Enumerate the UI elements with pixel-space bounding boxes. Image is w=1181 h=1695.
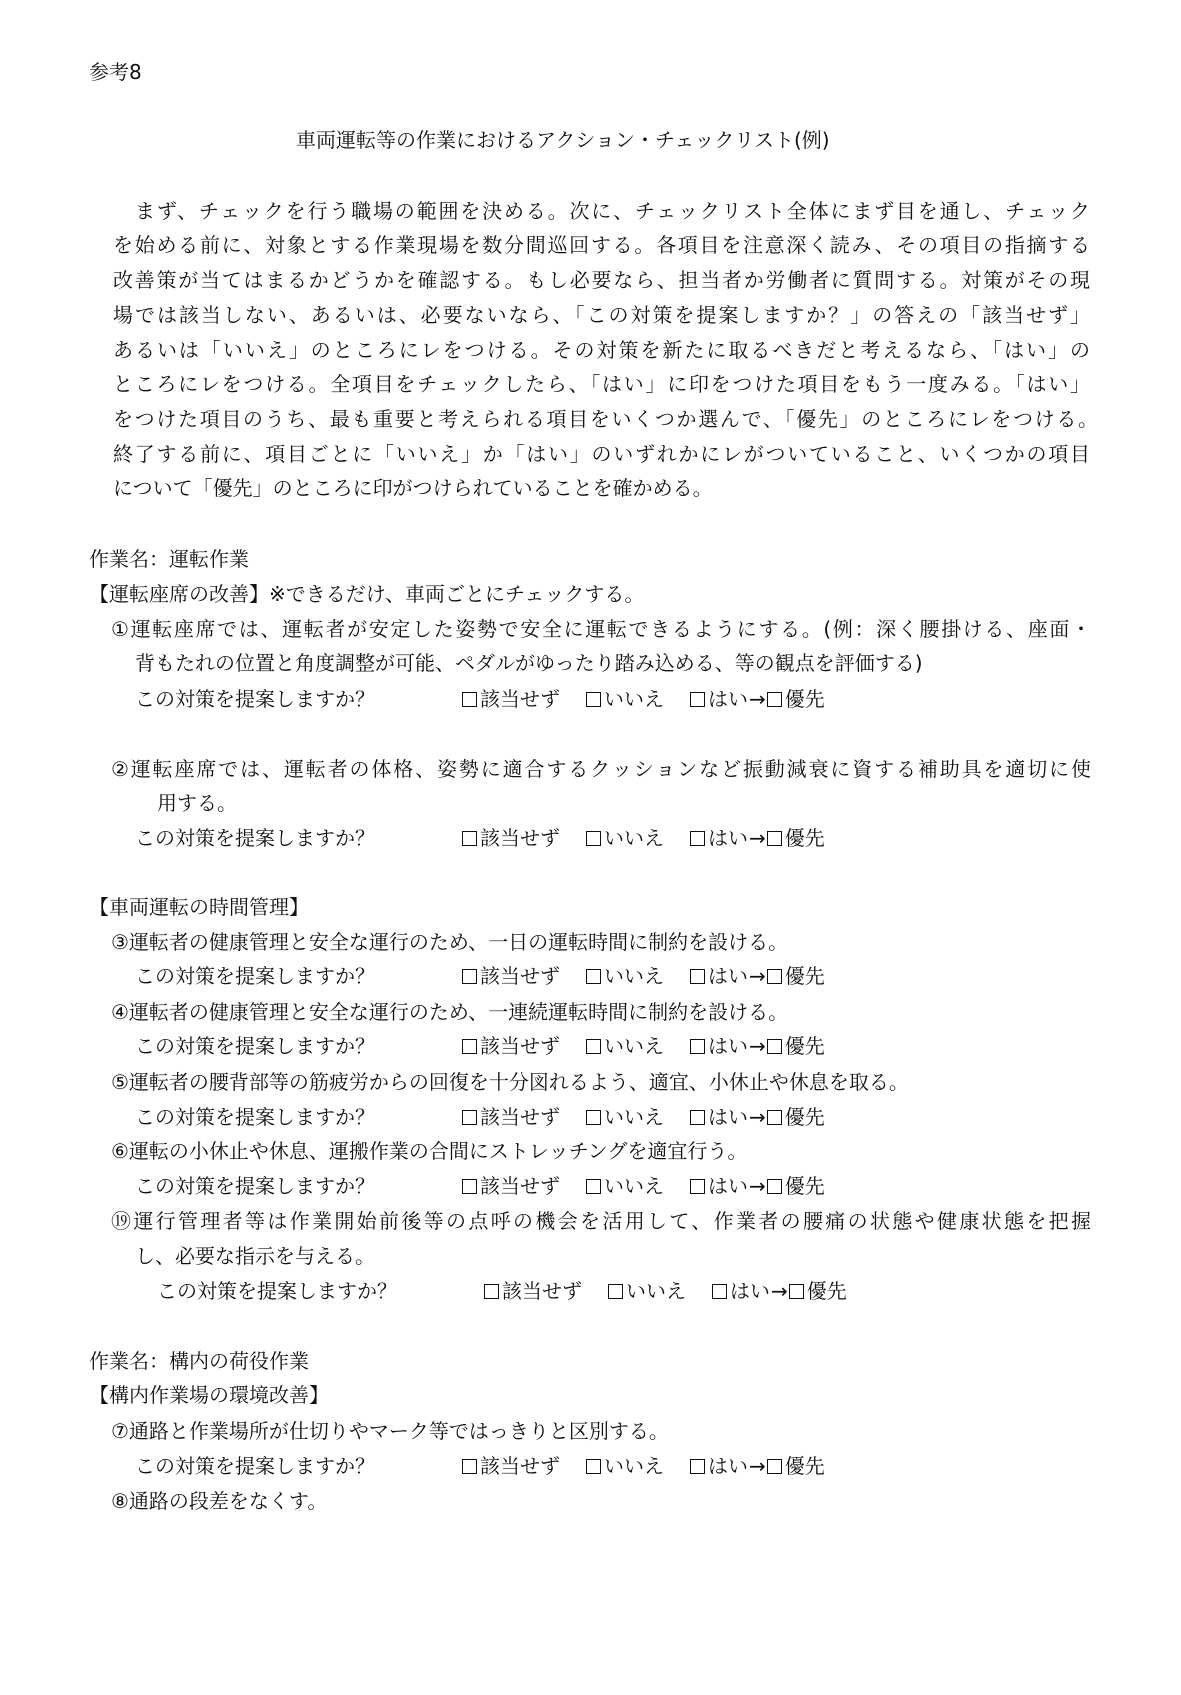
option-not-applicable[interactable] [484,1278,582,1304]
option-label: はい [708,1105,748,1129]
checkbox-priority[interactable] [767,1039,782,1054]
option-label: 該当せず [480,687,560,711]
item-2-cont: 用する。 [157,791,237,815]
item-6: ⑥運転の小休止や休息、運搬作業の合間にストレッチングを適宜行う。 [111,1139,748,1163]
option-not-applicable[interactable] [462,686,560,712]
option-label: 該当せず [480,1105,560,1129]
arrow-icon: → [749,964,766,988]
option-label: 優先 [784,964,825,988]
work-name-driving: 作業名：運転作業 [89,547,249,571]
section-heading-seat: 【運転座席の改善】※できるだけ、車両ごとにチェックする。 [89,582,645,606]
intro-line: について「優先」のところに印がつけられていることを確かめる。 [113,476,713,500]
option-label: いいえ [604,1174,664,1198]
proposal-question: この対策を提案しますか？ [135,1034,375,1058]
arrow-icon: → [771,1279,788,1303]
option-label: はい [708,1034,748,1058]
option-not-applicable[interactable] [462,1173,560,1199]
option-yes[interactable] [690,686,825,712]
answer-options [462,1453,825,1479]
option-label: 優先 [784,1034,825,1058]
item-5: ⑤運転者の腰背部等の筋疲労からの回復を十分図れるよう、適宜、小休止や休息を取る。 [111,1070,909,1094]
checkbox-not-applicable[interactable] [462,1039,477,1054]
item-1-cont: 背もたれの位置と角度調整が可能、ペダルがゆったり踏み込める、等の観点を評価する) [135,651,923,675]
arrow-icon: → [749,826,766,850]
checkbox-yes[interactable] [690,1459,705,1474]
intro-line: 場では該当しない、あるいは、必要ないなら、「この対策を提案しますか？」の答えの「該当せず」 [113,303,1090,327]
arrow-icon: → [749,1034,766,1058]
answer-options [462,1173,825,1199]
option-no[interactable] [586,963,664,989]
option-label: はい [730,1279,770,1303]
option-label: 該当せず [480,964,560,988]
option-no[interactable] [586,1104,664,1130]
answer-options [484,1278,847,1304]
answer-options [462,963,825,989]
answer-options [462,686,825,712]
checkbox-no[interactable] [586,1039,601,1054]
checkbox-yes[interactable] [690,831,705,846]
item-1: ①運転座席では、運転者が安定した姿勢で安全に運転できるようにする。(例：深く腰掛ける、座面・ [111,617,1091,641]
option-label: はい [708,687,748,711]
checkbox-priority[interactable] [767,831,782,846]
option-yes[interactable] [690,963,825,989]
proposal-question: この対策を提案しますか？ [135,1174,375,1198]
item-3: ③運転者の健康管理と安全な運行のため、一日の運転時間に制約を設ける。 [111,930,789,954]
checkbox-no[interactable] [586,969,601,984]
option-label: いいえ [604,826,664,850]
arrow-icon: → [749,1174,766,1198]
checkbox-yes[interactable] [690,1110,705,1125]
arrow-icon: → [749,687,766,711]
intro-line: を始める前に、対象とする作業現場を数分間巡回する。各項目を注意深く読み、その項目の指摘する [113,233,1090,257]
option-label: 優先 [806,1279,847,1303]
option-label: 該当せず [480,1034,560,1058]
checkbox-yes[interactable] [690,692,705,707]
intro-line: あるいは「いいえ」のところにレをつける。その対策を新たに取るべきだと考えるなら、「はい」の [113,338,1090,362]
checkbox-priority[interactable] [789,1284,804,1299]
checkbox-yes[interactable] [690,969,705,984]
option-label: いいえ [604,1105,664,1129]
option-label: いいえ [604,964,664,988]
option-not-applicable[interactable] [462,1104,560,1130]
checkbox-no[interactable] [586,1110,601,1125]
reference-label: 参考8 [89,60,142,84]
option-no[interactable] [586,1453,664,1479]
checkbox-priority[interactable] [767,1179,782,1194]
option-label: 該当せず [480,1174,560,1198]
checkbox-not-applicable[interactable] [462,969,477,984]
proposal-question: この対策を提案しますか？ [135,964,375,988]
option-yes[interactable] [690,1173,825,1199]
section-heading-time: 【車両運転の時間管理】 [89,895,309,919]
intro-line: 改善策が当てはまるかどうかを確認する。もし必要なら、担当者か労働者に質問する。対策がその現 [113,268,1090,292]
option-yes[interactable] [690,1453,825,1479]
proposal-question: この対策を提案しますか？ [135,1105,375,1129]
checkbox-not-applicable[interactable] [462,692,477,707]
item-7: ⑦通路と作業場所が仕切りやマーク等ではっきりと区別する。 [111,1419,669,1443]
checkbox-not-applicable[interactable] [462,1459,477,1474]
option-label: 優先 [784,1454,825,1478]
option-label: 優先 [784,1174,825,1198]
option-no[interactable] [586,1033,664,1059]
checkbox-no[interactable] [586,692,601,707]
option-not-applicable[interactable] [462,1033,560,1059]
option-label: はい [708,1174,748,1198]
option-yes[interactable] [690,1033,825,1059]
option-yes[interactable] [690,825,825,851]
proposal-question: この対策を提案しますか？ [157,1279,397,1303]
proposal-question: この対策を提案しますか？ [135,1454,375,1478]
checkbox-no[interactable] [586,1179,601,1194]
option-no[interactable] [586,1173,664,1199]
checkbox-priority[interactable] [767,692,782,707]
checkbox-not-applicable[interactable] [462,1179,477,1194]
option-label: 優先 [784,687,825,711]
checkbox-yes[interactable] [690,1179,705,1194]
answer-options [462,1033,825,1059]
checkbox-no[interactable] [586,1459,601,1474]
item-2: ②運転座席では、運転者の体格、姿勢に適合するクッションなど振動減衰に資する補助具を適切に使 [111,757,1091,781]
item-19: ⑲運行管理者等は作業開始前後等の点呼の機会を活用して、作業者の腰痛の状態や健康状態を把握 [111,1209,1091,1233]
checkbox-not-applicable[interactable] [484,1284,499,1299]
option-label: はい [708,1454,748,1478]
item-19-cont: し、必要な指示を与える。 [135,1244,375,1268]
option-no[interactable] [586,825,664,851]
option-yes[interactable] [712,1278,847,1304]
arrow-icon: → [749,1105,766,1129]
work-name-cargo: 作業名：構内の荷役作業 [89,1349,309,1373]
checkbox-priority[interactable] [767,1459,782,1474]
arrow-icon: → [749,1454,766,1478]
option-label: いいえ [604,687,664,711]
option-not-applicable[interactable] [462,963,560,989]
option-label: いいえ [626,1279,686,1303]
option-label: いいえ [604,1454,664,1478]
checkbox-no[interactable] [608,1284,623,1299]
option-label: いいえ [604,1034,664,1058]
option-label: 該当せず [480,1454,560,1478]
option-label: 優先 [784,826,825,850]
option-not-applicable[interactable] [462,1453,560,1479]
option-no[interactable] [586,686,664,712]
proposal-question: この対策を提案しますか？ [135,687,375,711]
intro-line: まず、チェックを行う職場の範囲を決める。次に、チェックリスト全体にまず目を通し、チェック [135,199,1090,223]
intro-line: ところにレをつける。全項目をチェックしたら、「はい」に印をつけた項目をもう一度みる。「はい」 [113,372,1090,396]
option-label: 該当せず [502,1279,582,1303]
checkbox-yes[interactable] [690,1039,705,1054]
intro-line: をつけた項目のうち、最も重要と考えられる項目をいくつか選んで、「優先」のところにレをつける。 [113,407,1098,431]
checkbox-not-applicable[interactable] [462,831,477,846]
document-title: 車両運転等の作業におけるアクション・チェックリスト(例) [296,128,830,152]
item-8: ⑧通路の段差をなくす。 [111,1489,328,1513]
proposal-question: この対策を提案しますか？ [135,826,375,850]
option-label: はい [708,826,748,850]
option-yes[interactable] [690,1104,825,1130]
option-no[interactable] [608,1278,686,1304]
option-label: 優先 [784,1105,825,1129]
option-label: はい [708,964,748,988]
checkbox-yes[interactable] [712,1284,727,1299]
checkbox-priority[interactable] [767,1110,782,1125]
option-not-applicable[interactable] [462,825,560,851]
checkbox-not-applicable[interactable] [462,1110,477,1125]
checkbox-priority[interactable] [767,969,782,984]
intro-line: 終了する前に、項目ごとに「いいえ」か「はい」のいずれかにレがついていること、いくつかの項目 [113,442,1090,466]
answer-options [462,825,825,851]
option-label: 該当せず [480,826,560,850]
answer-options [462,1104,825,1130]
checkbox-no[interactable] [586,831,601,846]
section-heading-environment: 【構内作業場の環境改善】 [89,1383,329,1407]
item-4: ④運転者の健康管理と安全な運行のため、一連続運転時間に制約を設ける。 [111,1000,789,1024]
